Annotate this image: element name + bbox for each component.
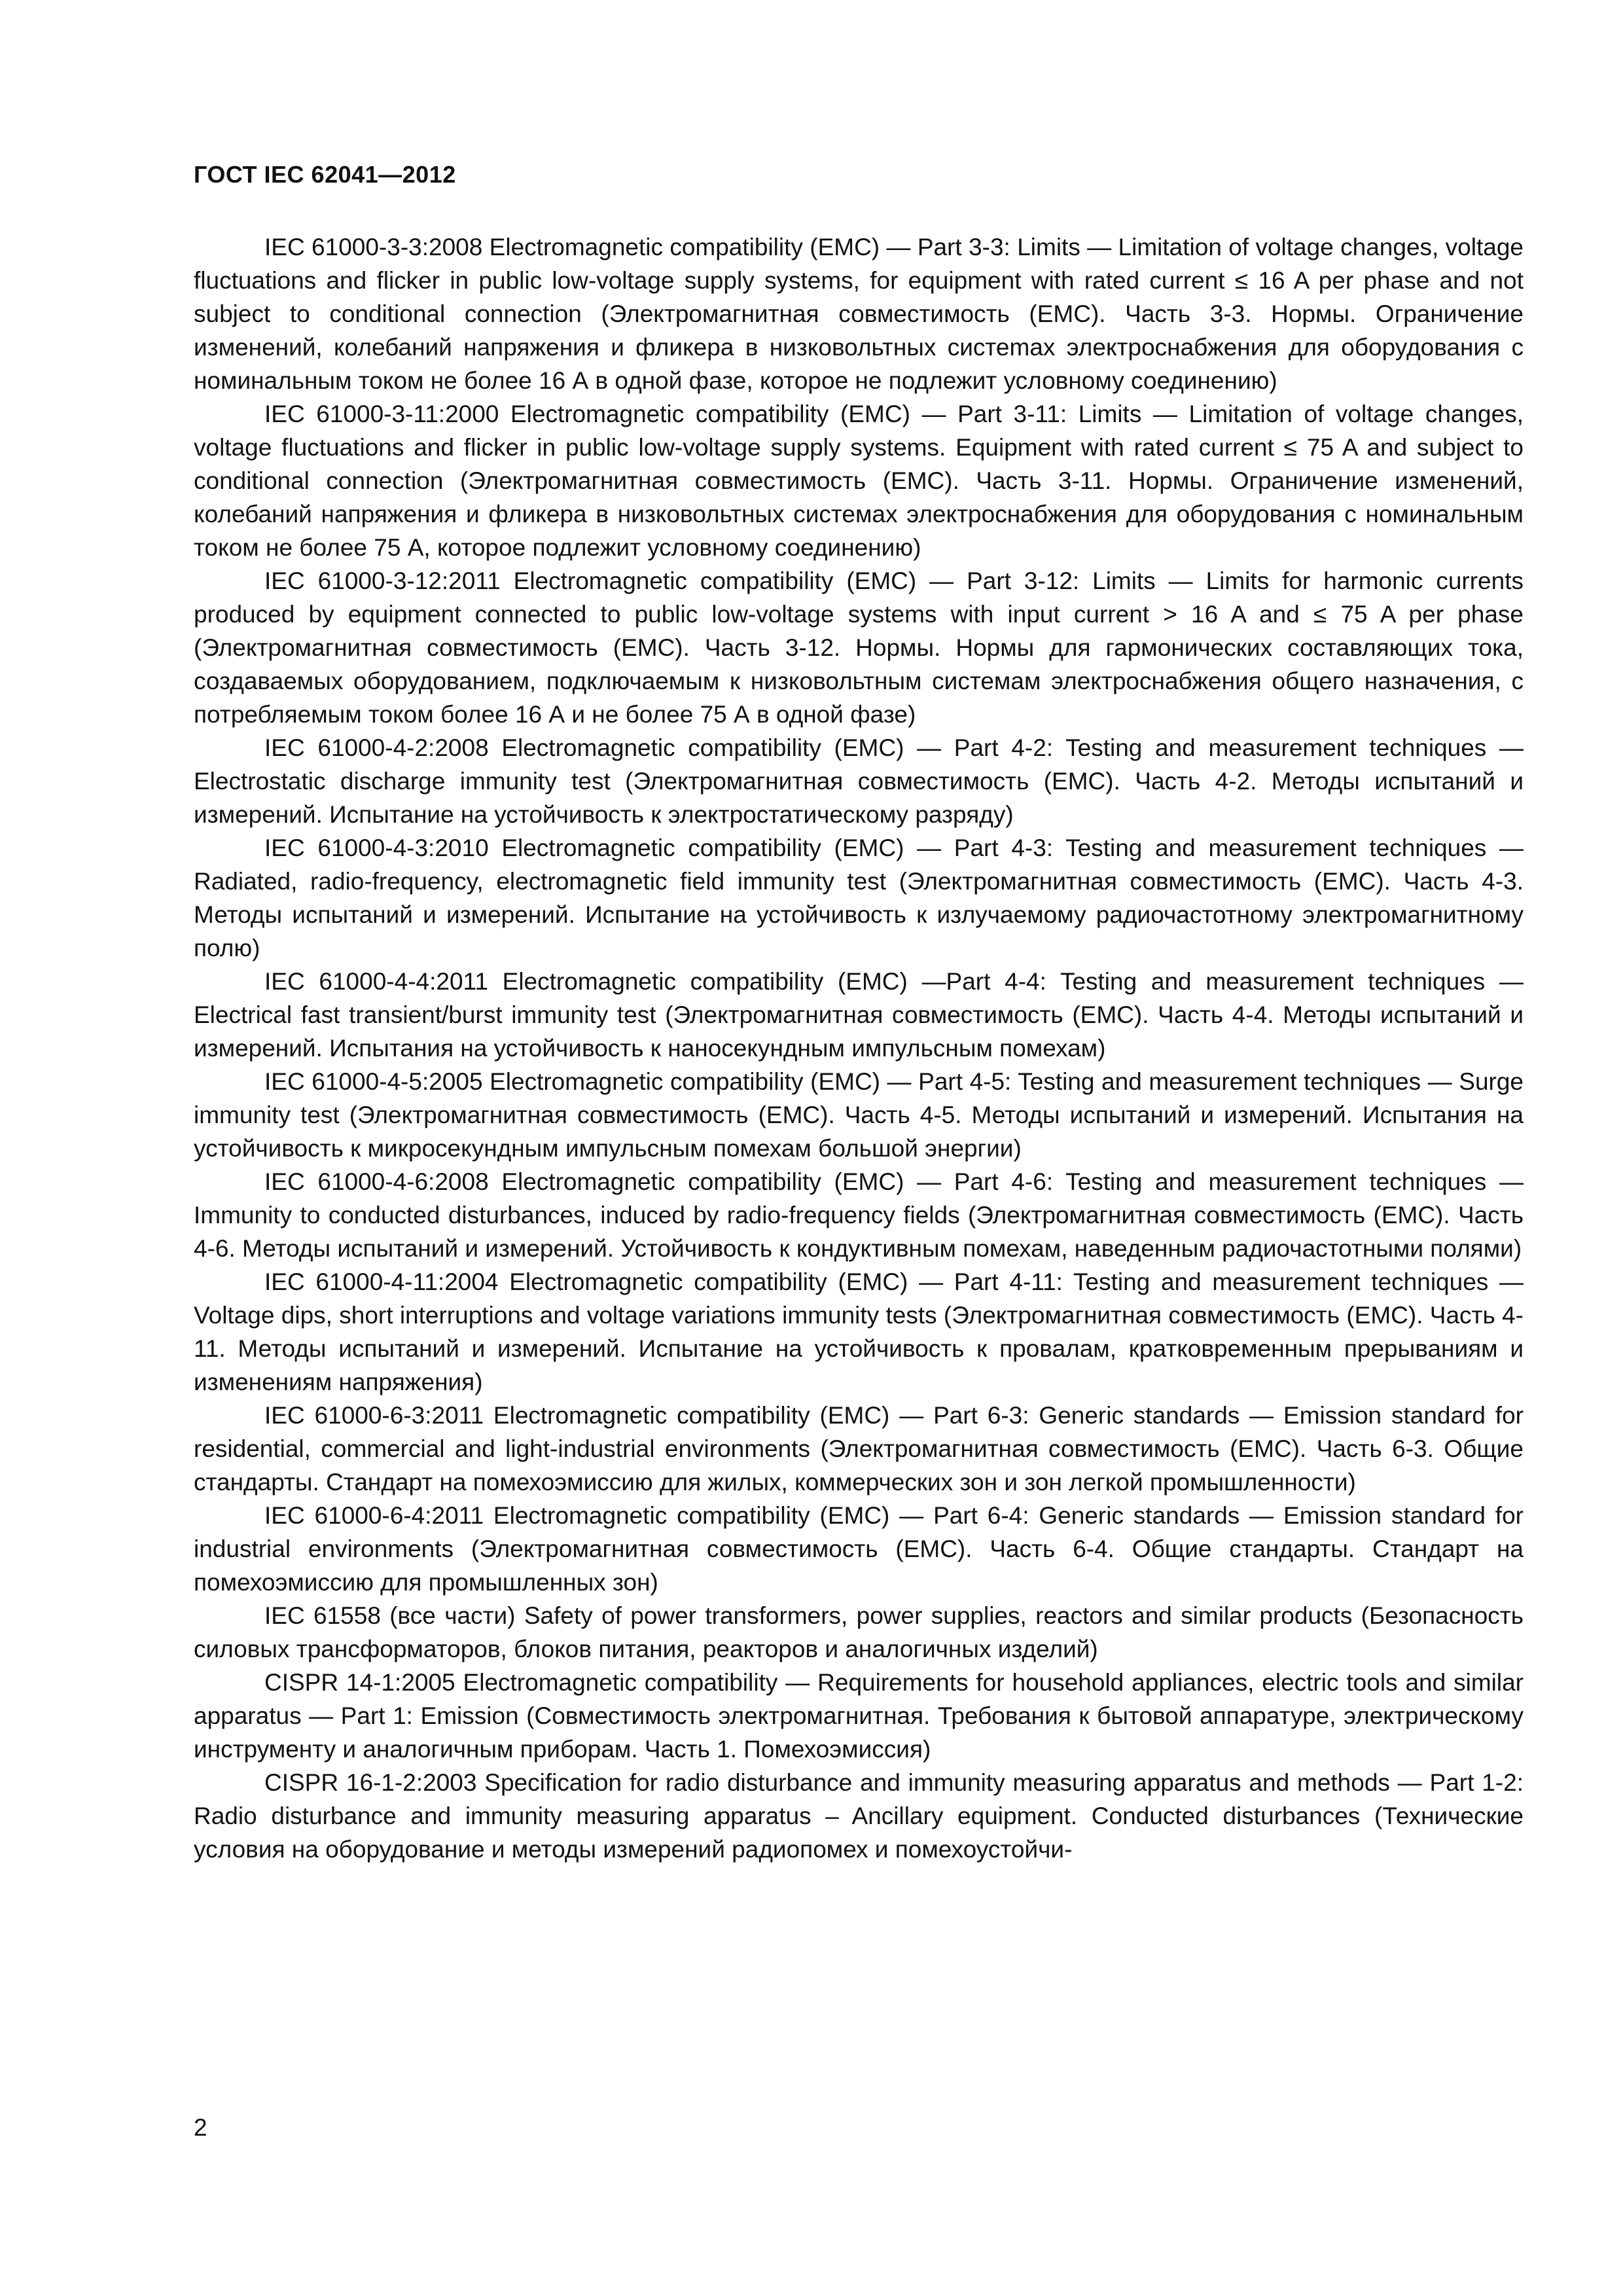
reference-iec-61000-4-5: IEC 61000-4-5:2005 Electromagnetic compatibility (EMC) — Part 4-5: Testing and measurement techniques — Surge immunity test (Электромагнитная совместимость (EMC). Часть 4-5. Методы испытаний и измерений. Испытания на устойчивость к микросекундным импульсным помехам большой энергии) [194,1068,1524,1162]
page-header-standard-id: ГОСТ IEC 62041—2012 [194,161,456,188]
reference-iec-61000-4-4: IEC 61000-4-4:2011 Electromagnetic compatibility (EMC) —Part 4-4: Testing and measurement techniques — Electrical fast transient/burst immunity test (Электромагнитная совместимость (EMC). Часть 4-4. Методы испытаний и измерений. Испытания на устойчивость к наносекундным импульсным помехам) [194,968,1524,1062]
reference-iec-61000-3-3: IEC 61000-3-3:2008 Electromagnetic compatibility (EMC) — Part 3-3: Limits — Limitation of voltage changes, voltage fluctuations and flicker in public low-voltage supply systems, for equipment with rated current ≤ 16 A per phase and not subject to conditional connection (Электромагнитная совместимость (EMC). Часть 3-3. Нормы. Ограничение изменений, колебаний напряжения и фликера в низковольтных систеmах электроснабжения для оборудования с номинальным током не более 16 А в одной фазе, которое не подлежит условному соединению) [194,234,1524,394]
reference-iec-61000-4-3: IEC 61000-4-3:2010 Electromagnetic compatibility (EMC) — Part 4-3: Testing and measurement techniques — Radiated, radio-frequency, electromagnetic field immunity test (Электромагнитная совместимость (EMC). Часть 4-3. Методы испытаний и измерений. Испытание на устойчивость к излучаемому радиочастотному электромагнитному полю) [194,834,1524,961]
reference-iec-61000-6-3: IEC 61000-6-3:2011 Electromagnetic compatibility (EMC) — Part 6-3: Generic standards — Emission standard for residential, commercial and light-industrial environments (Электромагнитная совместимость (EMC). Часть 6-3. Общие стандарты. Стандарт на помехоэмиссию для жилых, коммерческих зон и зон легкой промышленности) [194,1402,1524,1496]
reference-iec-61000-3-12: IEC 61000-3-12:2011 Electromagnetic compatibility (EMC) — Part 3-12: Limits — Limits for harmonic currents produced by equipment connected to public low-voltage systems with input current > 16 A and ≤ 75 A per phase (Электромагнитная совместимость (EMC). Часть 3-12. Нормы. Нормы для гармонических составляющих тока, создаваемых оборудованием, подключаемым к низковольтным системам электроснабжения общего назначения, с потребляемым током более 16 А и не более 75 А в одной фазе) [194,567,1524,728]
reference-iec-61000-4-6: IEC 61000-4-6:2008 Electromagnetic compatibility (EMC) — Part 4-6: Testing and measurement techniques — Immunity to conducted disturbances, induced by radio-frequency fields (Электромагнитная совместимость (EMC). Часть 4-6. Методы испытаний и измерений. Устойчивость к кондуктивным помехам, наведенным радиочастотными полями) [194,1168,1524,1262]
normative-references-list [194,230,1524,1866]
reference-cispr-16-1-2: CISPR 16-1-2:2003 Specification for radio disturbance and immunity measuring apparatus and methods — Part 1-2: Radio disturbance and immunity measuring apparatus – Ancillary equipment. Conducted disturbances (Технические условия на оборудование и методы измерений радиопомех и помехоустойчи- [194,1769,1524,1863]
reference-iec-61558: IEC 61558 (все части) Safety of power transformers, power supplies, reactors and similar products (Безопасность силовых трансформаторов, блоков питания, реакторов и аналогичных изделий) [194,1602,1524,1662]
page-number: 2 [194,2114,207,2141]
reference-iec-61000-4-2: IEC 61000-4-2:2008 Electromagnetic compatibility (EMC) — Part 4-2: Testing and measurement techniques — Electrostatic discharge immunity test (Электромагнитная совместимость (EMC). Часть 4-2. Методы испытаний и измерений. Испытание на устойчивость к электростатическому разряду) [194,734,1524,828]
reference-iec-61000-6-4: IEC 61000-6-4:2011 Electromagnetic compatibility (EMC) — Part 6-4: Generic standards — Emission standard for industrial environments (Электромагнитная совместимость (EMC). Часть 6-4. Общие стандарты. Стандарт на помехоэмиссию для промышленных зон) [194,1502,1524,1596]
reference-iec-61000-3-11: IEC 61000-3-11:2000 Electromagnetic compatibility (EMC) — Part 3-11: Limits — Limitation of voltage changes, voltage fluctuations and flicker in public low-voltage supply systems. Equipment with rated current ≤ 75 A and subject to conditional connection (Электромагнитная совместимость (EMC). Часть 3-11. Нормы. Ограничение изменений, колебаний напряжения и фликера в низковольтных системах электроснабжения для оборудования с номинальным током не более 75 А, которое подлежит условному соединению) [194,401,1524,561]
reference-iec-61000-4-11: IEC 61000-4-11:2004 Electromagnetic compatibility (EMC) — Part 4-11: Testing and measurement techniques — Voltage dips, short interruptions and voltage variations immunity tests (Электромагнитная совместимость (EMC). Часть 4-11. Методы испытаний и измерений. Испытание на устойчивость к провалам, кратковременным прерываниям и изменениям напряжения) [194,1268,1524,1395]
reference-cispr-14-1: CISPR 14-1:2005 Electromagnetic compatibility — Requirements for household appliances, electric tools and similar apparatus — Part 1: Emission (Совместимость электромагнитная. Требования к бытовой аппаратуре, электрическому инструменту и аналогичным приборам. Часть 1. Помехоэмиссия) [194,1669,1524,1763]
